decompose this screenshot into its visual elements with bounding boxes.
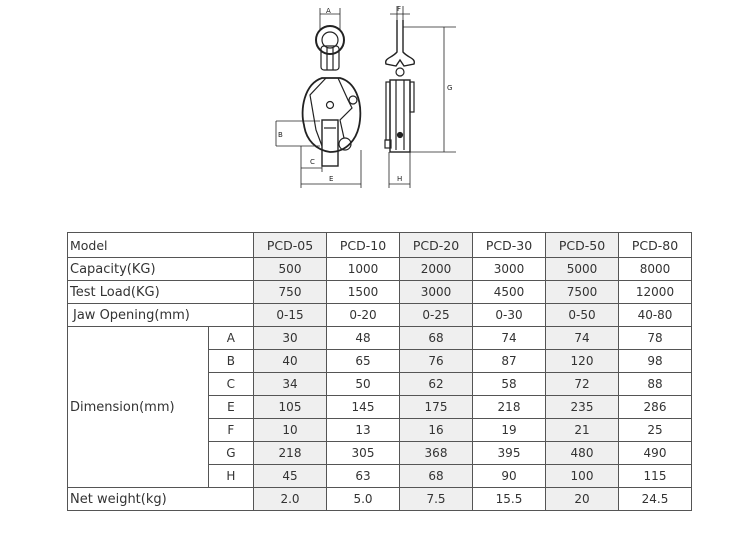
dim-label-f: F (397, 5, 402, 13)
table-cell: 305 (327, 442, 400, 465)
table-cell: 8000 (619, 258, 692, 281)
dim-label-g: G (447, 84, 453, 92)
model-header: Model (68, 233, 254, 258)
table-cell: 0-50 (546, 304, 619, 327)
table-cell: 40 (254, 350, 327, 373)
table-cell: 1500 (327, 281, 400, 304)
table-cell: 5000 (546, 258, 619, 281)
dimension-key: B (208, 350, 253, 373)
row-label: Net weight(kg) (68, 488, 254, 511)
table-cell: 78 (619, 327, 692, 350)
model-pcd-80: PCD-80 (619, 233, 692, 258)
table-cell: 48 (327, 327, 400, 350)
table-cell: 100 (546, 465, 619, 488)
dim-label-e: E (329, 175, 334, 183)
table-cell: 65 (327, 350, 400, 373)
table-cell: 480 (546, 442, 619, 465)
table-cell: 25 (619, 419, 692, 442)
table-cell: 62 (400, 373, 473, 396)
table-cell: 13 (327, 419, 400, 442)
model-pcd-10: PCD-10 (327, 233, 400, 258)
table-cell: 368 (400, 442, 473, 465)
table-cell: 500 (254, 258, 327, 281)
row-label: Test Load(KG) (68, 281, 254, 304)
table-header-row (68, 233, 692, 258)
table-cell: 19 (473, 419, 546, 442)
dimension-key: H (208, 465, 253, 488)
dimension-label: Dimension(mm) (68, 327, 209, 488)
table-cell: 7500 (546, 281, 619, 304)
test-load-row (68, 281, 692, 304)
jaw-opening-row (68, 304, 692, 327)
table-cell: 0-15 (254, 304, 327, 327)
model-pcd-30: PCD-30 (473, 233, 546, 258)
table-cell: 20 (546, 488, 619, 511)
table-cell: 2.0 (254, 488, 327, 511)
table-cell: 1000 (327, 258, 400, 281)
table-cell: 68 (400, 465, 473, 488)
dimension-row-a (68, 327, 692, 350)
table-cell: 105 (254, 396, 327, 419)
table-cell: 74 (473, 327, 546, 350)
capacity-row (68, 258, 692, 281)
side-view (385, 5, 456, 188)
table-cell: 490 (619, 442, 692, 465)
table-cell: 87 (473, 350, 546, 373)
dimension-key: F (208, 419, 253, 442)
model-pcd-05: PCD-05 (254, 233, 327, 258)
table-cell: 30 (254, 327, 327, 350)
net-weight-row (68, 488, 692, 511)
table-cell: 235 (546, 396, 619, 419)
table-cell: 12000 (619, 281, 692, 304)
table-cell: 58 (473, 373, 546, 396)
specification-table (67, 232, 692, 511)
dimension-key: C (208, 373, 253, 396)
table-cell: 16 (400, 419, 473, 442)
dimension-key: A (208, 327, 253, 350)
table-cell: 7.5 (400, 488, 473, 511)
dimension-key: G (208, 442, 253, 465)
table-cell: 0-25 (400, 304, 473, 327)
dim-label-b: B (278, 131, 283, 139)
table-cell: 5.0 (327, 488, 400, 511)
table-cell: 90 (473, 465, 546, 488)
dim-label-a: A (326, 7, 331, 15)
front-view (276, 7, 361, 188)
table-cell: 98 (619, 350, 692, 373)
table-cell: 68 (400, 327, 473, 350)
table-cell: 40-80 (619, 304, 692, 327)
table-cell: 76 (400, 350, 473, 373)
model-pcd-50: PCD-50 (546, 233, 619, 258)
table-cell: 145 (327, 396, 400, 419)
table-cell: 0-20 (327, 304, 400, 327)
table-cell: 3000 (400, 281, 473, 304)
table-cell: 218 (254, 442, 327, 465)
table-cell: 115 (619, 465, 692, 488)
table-cell: 3000 (473, 258, 546, 281)
table-cell: 63 (327, 465, 400, 488)
table-cell: 218 (473, 396, 546, 419)
table-cell: 72 (546, 373, 619, 396)
table-cell: 750 (254, 281, 327, 304)
table-cell: 34 (254, 373, 327, 396)
table-cell: 175 (400, 396, 473, 419)
row-label: Capacity(KG) (68, 258, 254, 281)
table-cell: 395 (473, 442, 546, 465)
lifting-clamp-diagram (260, 0, 480, 200)
table-cell: 0-30 (473, 304, 546, 327)
table-cell: 24.5 (619, 488, 692, 511)
table-cell: 15.5 (473, 488, 546, 511)
dim-label-h: H (397, 175, 403, 183)
table-cell: 10 (254, 419, 327, 442)
model-pcd-20: PCD-20 (400, 233, 473, 258)
table-cell: 50 (327, 373, 400, 396)
table-cell: 120 (546, 350, 619, 373)
table-cell: 21 (546, 419, 619, 442)
table-cell: 4500 (473, 281, 546, 304)
table-cell: 88 (619, 373, 692, 396)
dimension-key: E (208, 396, 253, 419)
row-label: Jaw Opening(mm) (68, 304, 254, 327)
dim-label-c: C (310, 158, 315, 166)
table-cell: 2000 (400, 258, 473, 281)
table-cell: 74 (546, 327, 619, 350)
table-cell: 45 (254, 465, 327, 488)
table-cell: 286 (619, 396, 692, 419)
